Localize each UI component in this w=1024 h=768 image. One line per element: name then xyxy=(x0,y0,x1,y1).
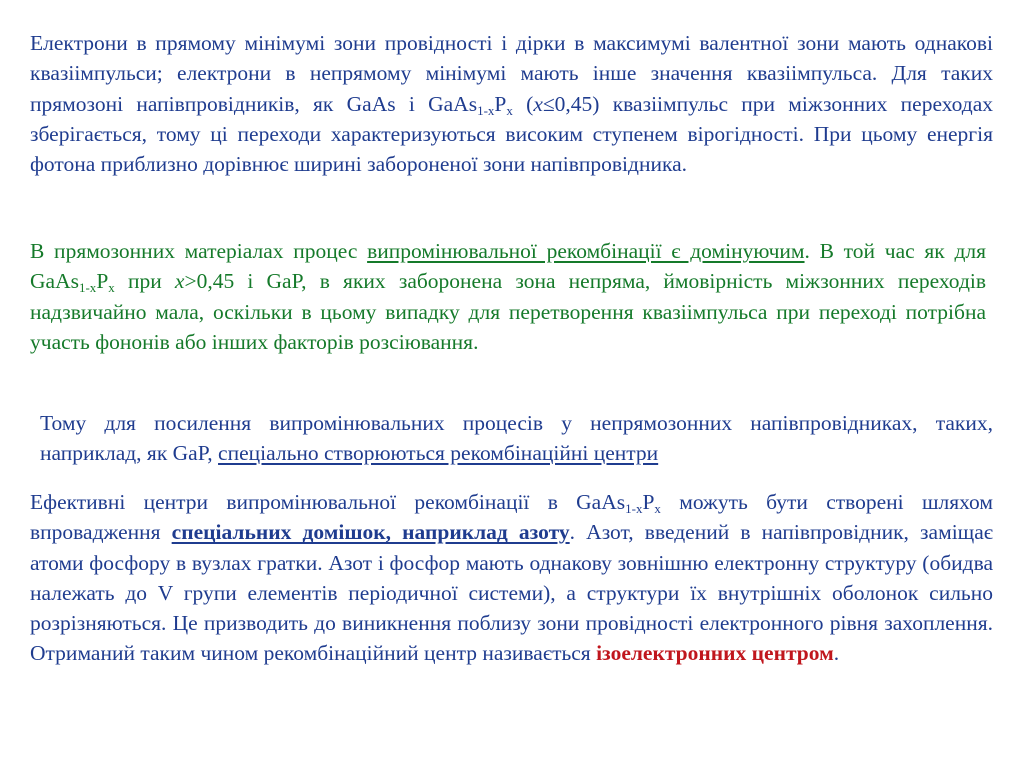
paragraph-isoelectronic-centers xyxy=(30,487,993,669)
bold-underlined-phrase: спеціальних домішок, наприклад азоту xyxy=(171,520,570,545)
subscript: 1-x xyxy=(625,501,643,516)
paragraph-radiative-recombination xyxy=(30,236,986,357)
text-run: Ефективні центри випромінювальної рекомбінації в GaAs xyxy=(30,490,626,514)
subscript: x xyxy=(506,102,513,118)
highlighted-term: ізоелектронних центром xyxy=(596,641,834,666)
text-run: P xyxy=(642,490,655,514)
text-run: при xyxy=(114,269,175,294)
paragraph-recombination-centers xyxy=(40,408,993,469)
text-run: ≤0,45) квазіімпульс при міжзонних переходах зберігається, тому ці переходи характеризуються високим ступенем вірогідності. При цьому енергія фотона приблизно дорівнює ширині забороненої зони напівпровідника. xyxy=(30,91,993,177)
text-run: P xyxy=(96,269,109,294)
subscript: x xyxy=(654,501,661,516)
underlined-phrase: спеціально створюються рекомбінаційні центри xyxy=(218,441,659,466)
text-run: можуть бути створені шляхом впровадження xyxy=(30,490,993,545)
text-run: P xyxy=(494,91,507,116)
variable-x: x xyxy=(533,91,543,116)
text-run: Електрони в прямому мінімумі зони провідності і дірки в максимумі валентної зони мають однакові квазіімпульси; електрони в непрямому мінімумі мають інше значення квазіімпульса. Для таких прямозоні напівпровідників, як GaAs і GaAs xyxy=(30,31,993,116)
text-run: Тому для посилення випромінювальних процесів у непрямозонних напівпровідниках, таких, наприклад, як GaP, xyxy=(40,411,993,466)
variable-x: x xyxy=(174,269,185,294)
subscript: x xyxy=(108,280,115,296)
text-run: . Азот, введений в напівпровідник, заміщає атоми фосфору в вузлах гратки. Азот і фосфор мають однакову зовнішню електронну структуру (обидва належать до V групи елементів періодичної системи), а структури їх внутрішніх оболонок сильно розрізняються. Це призводить до виникнення поблизу зони провідності електронного рівня захоплення. Отриманий таким чином рекомбінаційний центр називається xyxy=(30,520,993,666)
text-run: . В той час як для GaAs xyxy=(30,239,986,294)
text-run: >0,45 і GaP, в яких заборонена зона непряма, ймовірність міжзонних переходів надзвичайно мала, оскільки в цьому випадку для перетворення квазіімпульса при переході потрібна участь фононів або інших факторів розсіювання. xyxy=(30,269,987,354)
text-run: . xyxy=(833,641,840,666)
underlined-phrase: випромінювальної рекомбінації є домінуючим xyxy=(367,239,805,263)
subscript: 1-x xyxy=(477,102,495,118)
paragraph-direct-gap-electrons xyxy=(30,28,993,179)
text-run: ( xyxy=(512,91,534,116)
text-run: В прямозонних матеріалах процес xyxy=(30,239,368,263)
subscript: 1-x xyxy=(78,280,97,296)
